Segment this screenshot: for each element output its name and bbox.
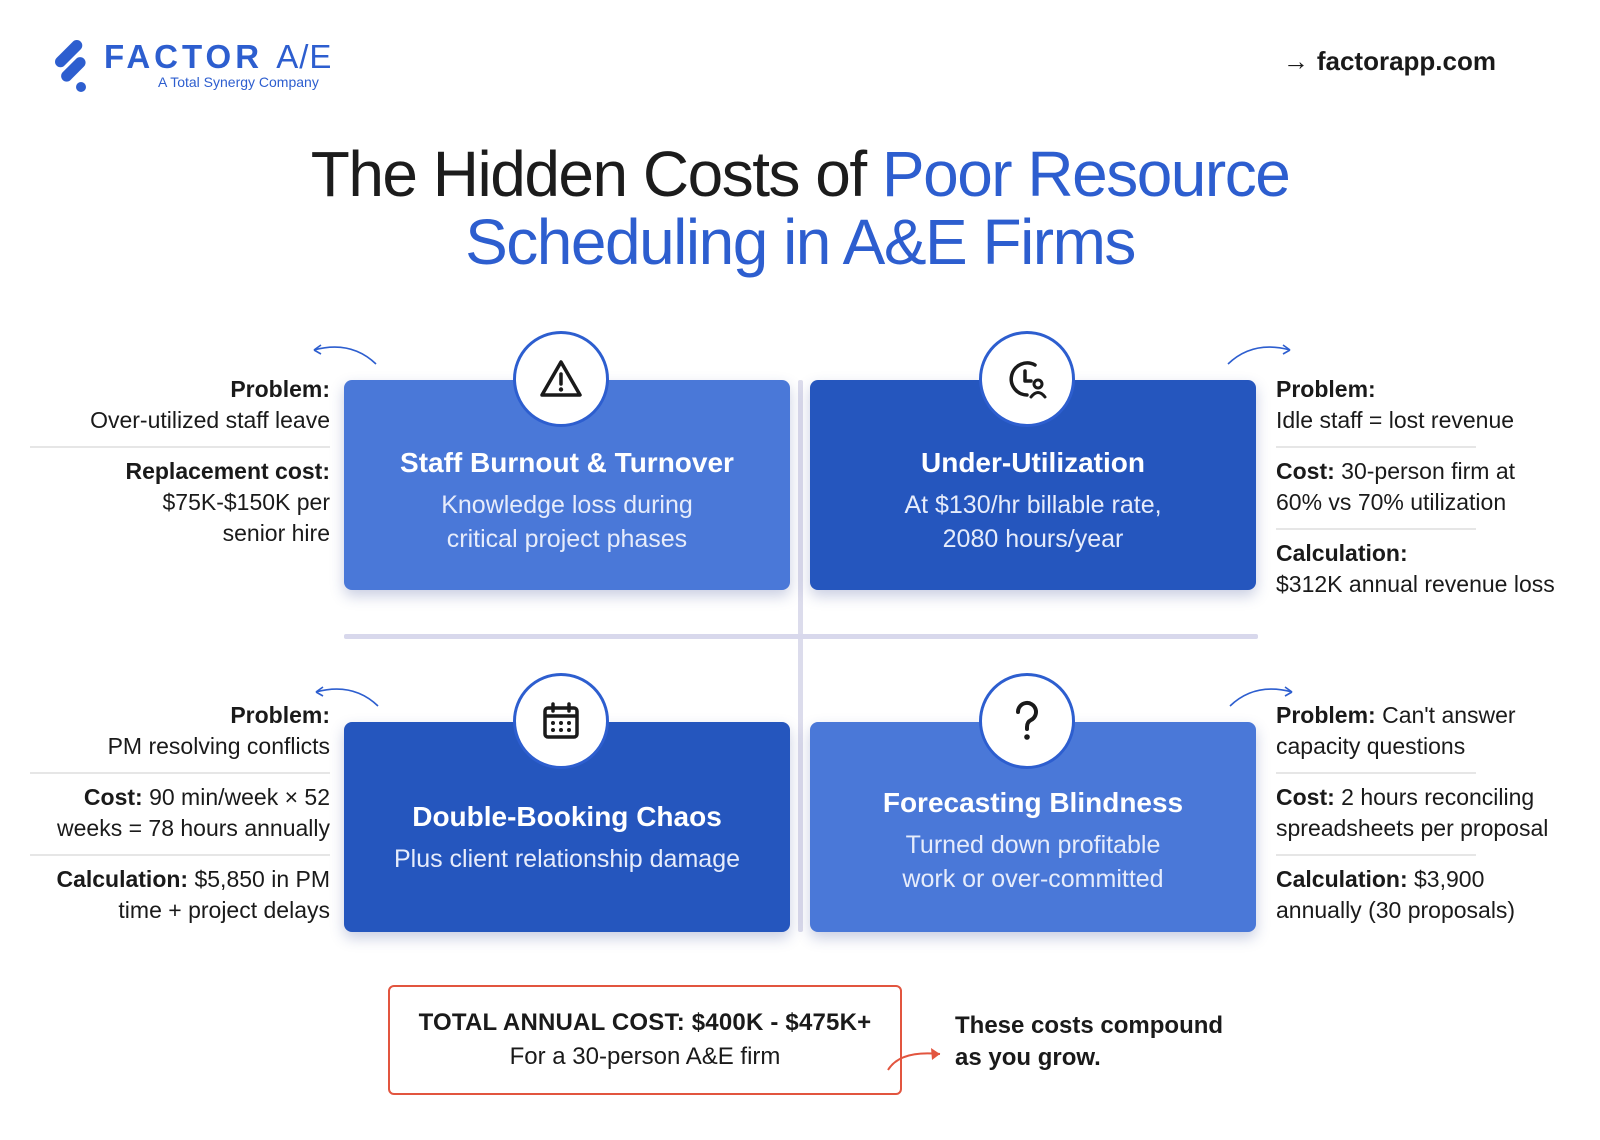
- curved-arrow-red-icon: [882, 1036, 962, 1076]
- cost-text: Cost: 90 min/week × 52 weeks = 78 hours annually: [57, 784, 330, 841]
- brand-logo: [54, 34, 344, 94]
- card-title: Forecasting Blindness: [882, 787, 1184, 818]
- note-separator: [30, 772, 330, 774]
- factor-logo-icon: [54, 34, 102, 94]
- problem-text: Problem: Can't answer capacity questions: [1276, 702, 1516, 759]
- card-title: Staff Burnout & Turnover: [400, 447, 734, 478]
- brand-name: FACTOR A/E: [104, 38, 333, 75]
- total-cost-box: [388, 985, 902, 1095]
- note-separator: [1276, 528, 1476, 530]
- calc-text: Calculation: $5,850 in PM time + project delays: [56, 866, 330, 923]
- problem-label: Problem:: [230, 702, 330, 728]
- compound-note: These costs compound as you grow.: [955, 1012, 1224, 1071]
- cost-label: Replacement cost:: [125, 458, 330, 484]
- total-cost-subtext: For a 30-person A&E firm: [509, 1043, 781, 1070]
- total-cost-heading: TOTAL ANNUAL COST: $400K - $475K+: [418, 1009, 872, 1036]
- card-title: Double-Booking Chaos: [412, 801, 722, 832]
- note-forecasting-blindness: [1276, 700, 1576, 926]
- question-mark-icon: [979, 673, 1075, 769]
- note-separator: [1276, 772, 1476, 774]
- horizontal-divider: [344, 634, 1258, 639]
- note-separator: [30, 854, 330, 856]
- cost-text: $75K-$150K per senior hire: [162, 489, 330, 546]
- note-separator: [1276, 446, 1476, 448]
- calendar-icon: [513, 673, 609, 769]
- card-title: Under-Utilization: [921, 447, 1145, 478]
- warning-triangle-icon: [513, 331, 609, 427]
- card-description: Knowledge loss during critical project phases: [441, 491, 693, 553]
- problem-text: PM resolving conflicts: [107, 733, 330, 759]
- page-title: The Hidden Costs of Poor Resource Scheduling in A&E Firms: [310, 138, 1290, 278]
- note-separator: [1276, 854, 1476, 856]
- calc-text: $312K annual revenue loss: [1276, 571, 1555, 597]
- problem-label: Problem:: [1276, 376, 1376, 402]
- card-description: Plus client relationship damage: [393, 845, 741, 873]
- curved-arrow-icon: [306, 340, 386, 370]
- problem-text: Over-utilized staff leave: [90, 407, 330, 433]
- note-double-booking: [30, 700, 330, 926]
- vertical-divider: [798, 380, 803, 932]
- arrow-right-icon: →: [1282, 46, 1309, 76]
- calc-label: Calculation:: [1276, 540, 1408, 566]
- brand-tagline: A Total Synergy Company: [158, 74, 319, 90]
- curved-arrow-icon: [1220, 340, 1300, 370]
- note-staff-burnout: [30, 374, 330, 549]
- note-separator: [30, 446, 330, 448]
- site-link[interactable]: → factorapp.com: [1282, 46, 1496, 76]
- clock-person-icon: [979, 331, 1075, 427]
- card-description: At $130/hr billable rate, 2080 hours/year: [904, 491, 1162, 553]
- note-under-utilization: [1276, 374, 1576, 600]
- problem-label: Problem:: [230, 376, 330, 402]
- cost-text: Cost: 2 hours reconciling spreadsheets per proposal: [1276, 784, 1549, 841]
- card-description: Turned down profitable work or over-committed: [902, 831, 1164, 893]
- calc-text: Calculation: $3,900 annually (30 proposals): [1276, 866, 1516, 923]
- problem-text: Idle staff = lost revenue: [1276, 407, 1515, 433]
- cost-text: Cost: 30-person firm at 60% vs 70% utilization: [1276, 458, 1516, 515]
